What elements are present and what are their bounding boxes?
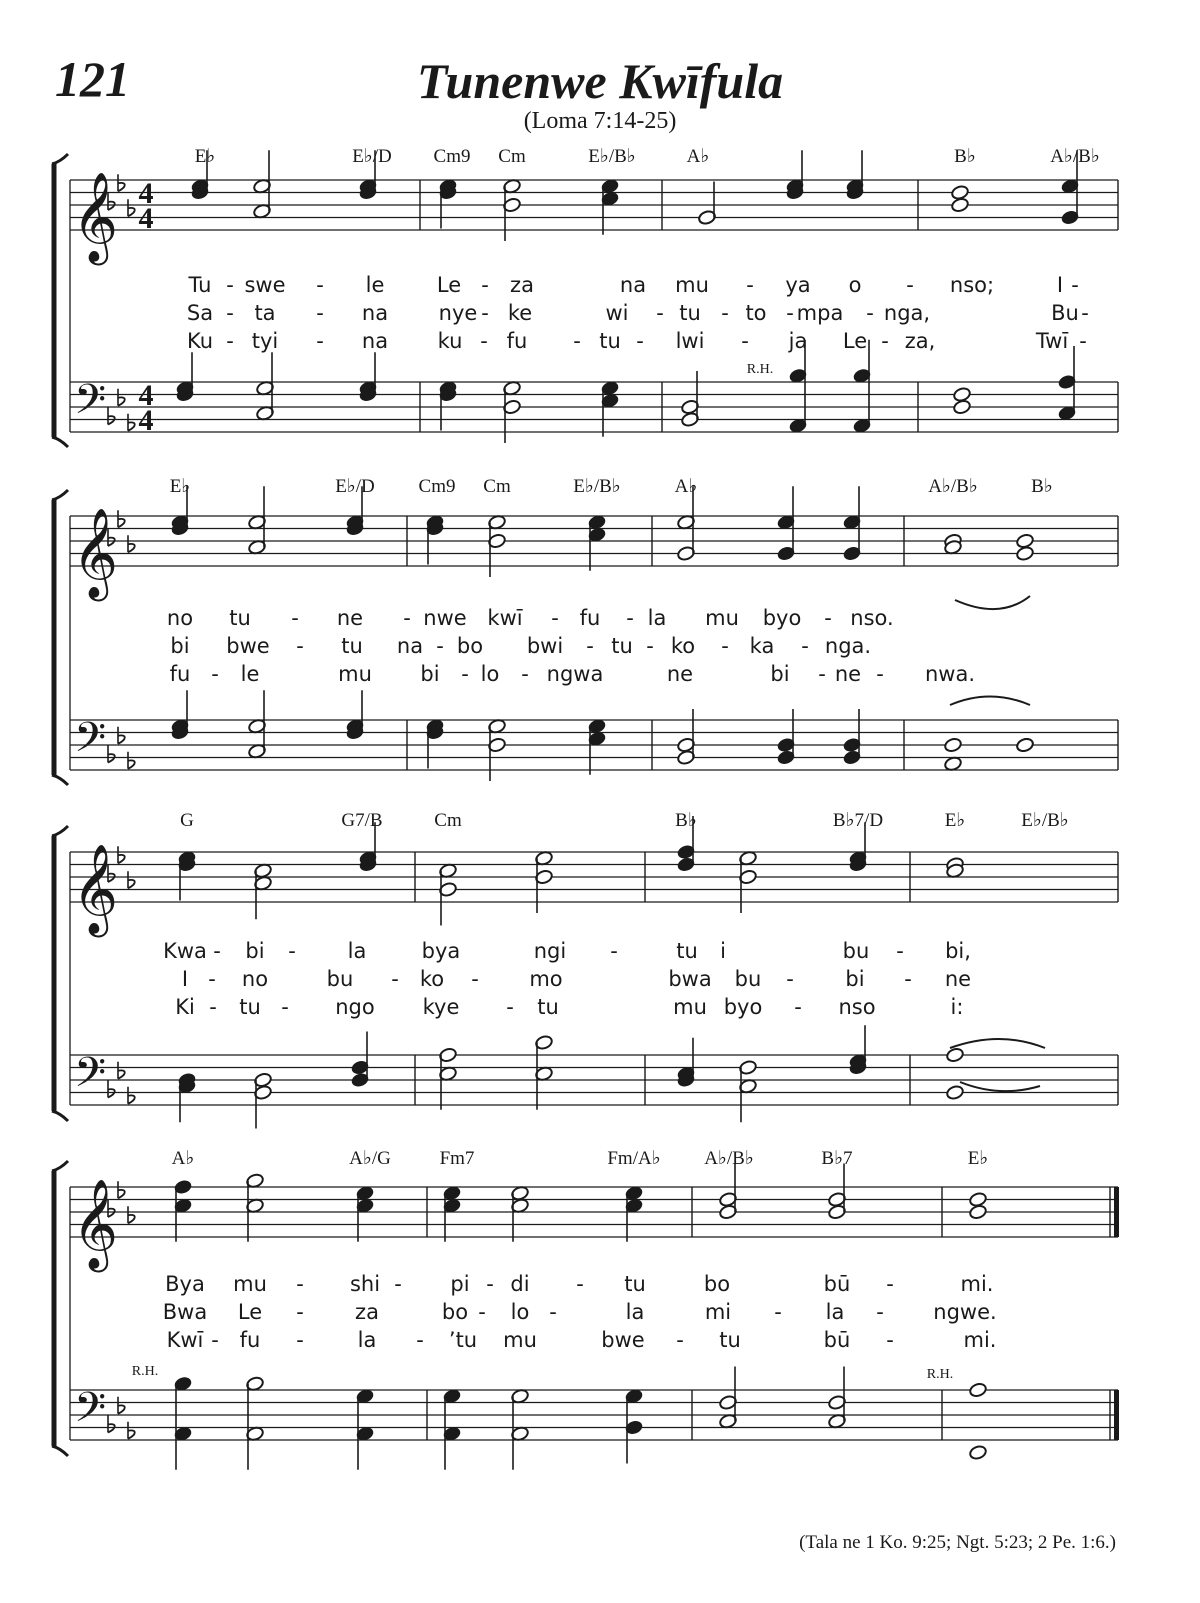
hymn-title: Tunenwe Kwīfula [416, 53, 784, 109]
lyric-hyphen: - [296, 1272, 304, 1296]
bass-clef-icon: 𝄢 [74, 1383, 107, 1442]
scripture-reference: (Loma 7:14-25) [523, 108, 677, 134]
lyric-hyphen: - [291, 606, 299, 630]
flat-sign-icon [128, 1215, 135, 1223]
lyric-syllable: mu [503, 1328, 537, 1352]
lyric-syllable: tu [537, 995, 559, 1019]
chord-symbol: A♭/B♭ [928, 476, 978, 497]
lyric-syllable: tu [341, 634, 363, 658]
chord-symbol: E♭/B♭ [1021, 810, 1069, 831]
bass-notehead [944, 737, 963, 753]
bracket-bottom-hook [52, 437, 68, 447]
lyric-hyphen: - [1081, 301, 1089, 325]
lyric-syllable: Bu [1051, 301, 1079, 325]
flat-sign-icon [108, 1089, 115, 1097]
bass-notehead [946, 1047, 965, 1063]
lyric-syllable: ku [437, 329, 463, 353]
time-signature-bottom: 4 [138, 202, 154, 235]
lyric-syllable: mo [529, 967, 563, 991]
lyric-syllable: Le [237, 1300, 263, 1324]
bracket-top-hook [52, 490, 68, 500]
lyric-syllable: le [240, 662, 260, 686]
lyric-hyphen: - [226, 329, 234, 353]
bass-notehead [944, 756, 963, 772]
lyric-syllable: la [347, 939, 367, 963]
lyric-hyphen: - [886, 1328, 894, 1352]
lyric-syllable: na [361, 329, 389, 353]
lyric-syllable: ngo [335, 995, 375, 1019]
lyric-syllable: za, [904, 329, 936, 353]
flat-sign-icon [128, 1095, 135, 1103]
flat-sign-icon [118, 519, 125, 527]
chord-symbol: B♭7/D [832, 810, 884, 831]
lyric-syllable: bwe [601, 1328, 645, 1352]
flat-sign-icon [108, 1424, 115, 1432]
chord-symbol: Cm [434, 810, 462, 831]
lyric-syllable: nwa. [924, 662, 976, 686]
lyric-syllable: di [510, 1272, 530, 1296]
lyric-hyphen: - [481, 273, 489, 297]
scripture-footnote: (Tala ne 1 Ko. 9:25; Ngt. 5:23; 2 Pe. 1:6.) [799, 1532, 1116, 1553]
lyric-hyphen: - [824, 606, 832, 630]
flat-sign-icon [108, 754, 115, 762]
lyric-syllable: bū [823, 1272, 851, 1296]
lyric-hyphen: - [794, 995, 802, 1019]
lyric-syllable: na [361, 301, 389, 325]
lyric-syllable: mi. [963, 1328, 997, 1352]
chord-symbol: A♭ [674, 476, 698, 497]
flat-sign-icon [118, 183, 125, 191]
lyric-syllable: bya [421, 939, 461, 963]
lyric-syllable: tu [611, 634, 633, 658]
lyric-syllable: bi [420, 662, 440, 686]
lyric-hyphen: - [288, 939, 296, 963]
lyric-syllable: fu [506, 329, 528, 353]
lyric-syllable: mpa [796, 301, 844, 325]
tie-arc [960, 1082, 1040, 1091]
lyric-syllable: bi [245, 939, 265, 963]
lyric-hyphen: - [636, 329, 644, 353]
lyric-hyphen: - [226, 273, 234, 297]
lyric-syllable: shi [349, 1272, 381, 1296]
lyric-hyphen: - [906, 273, 914, 297]
lyric-syllable: la [825, 1300, 845, 1324]
lyric-hyphen: - [786, 301, 794, 325]
lyric-hyphen: - [296, 1328, 304, 1352]
lyric-syllable: swe [244, 273, 286, 297]
lyric-syllable: Le [436, 273, 462, 297]
bracket-bottom-hook [52, 1111, 68, 1121]
lyric-syllable: I [181, 967, 189, 991]
lyric-syllable: Tu [188, 273, 212, 297]
flat-sign-icon [128, 760, 135, 768]
lyric-syllable: bo [441, 1300, 469, 1324]
lyric-hyphen: - [316, 301, 324, 325]
lyric-syllable: la [357, 1328, 377, 1352]
lyric-hyphen: - [866, 301, 874, 325]
lyric-hyphen: - [471, 967, 479, 991]
lyric-syllable: ngi [533, 939, 567, 963]
lyric-syllable: nye [438, 301, 478, 325]
lyric-syllable: pi [450, 1272, 470, 1296]
lyric-syllable: ja [788, 329, 808, 353]
chord-symbol: E♭ [194, 146, 216, 167]
lyric-hyphen: - [486, 1272, 494, 1296]
bass-clef-icon: 𝄢 [74, 713, 107, 772]
flat-sign-icon [118, 855, 125, 863]
lyric-hyphen: - [436, 634, 444, 658]
lyric-syllable: ne [666, 662, 694, 686]
lyric-hyphen: - [818, 662, 826, 686]
lyric-syllable: za [510, 273, 534, 297]
chord-symbol: E♭/D [352, 146, 392, 167]
lyric-hyphen: - [1079, 329, 1087, 353]
chord-symbol: E♭/B♭ [588, 146, 636, 167]
bracket-bottom-hook [52, 775, 68, 785]
chord-symbol: G [180, 810, 194, 831]
lyric-syllable: nso; [949, 273, 995, 297]
tie-arc [950, 697, 1030, 706]
lyric-syllable: fu [239, 1328, 261, 1352]
lyric-syllable: tu [624, 1272, 646, 1296]
lyric-syllable: Twī [1035, 329, 1069, 353]
lyric-hyphen: - [876, 1300, 884, 1324]
lyric-hyphen: - [646, 634, 654, 658]
lyric-syllable: kwī [487, 606, 523, 630]
lyric-hyphen: - [296, 634, 304, 658]
chord-symbol: E♭/D [335, 476, 375, 497]
lyric-syllable: ka [749, 634, 775, 658]
lyric-hyphen: - [576, 1272, 584, 1296]
lyric-syllable: bū [823, 1328, 851, 1352]
right-hand-marking: R.H. [746, 362, 774, 377]
lyric-syllable: tu [679, 301, 701, 325]
lyric-hyphen: - [461, 662, 469, 686]
lyric-syllable: i [720, 939, 726, 963]
chord-symbol: Cm9 [433, 146, 471, 167]
chord-symbol: B♭ [954, 146, 976, 167]
lyric-hyphen: - [208, 967, 216, 991]
lyric-syllable: ’tu [448, 1328, 478, 1352]
lyric-hyphen: - [209, 995, 217, 1019]
final-barline-thick [1114, 1187, 1119, 1237]
lyric-syllable: bi [770, 662, 790, 686]
lyric-syllable: lo [510, 1300, 530, 1324]
lyric-syllable: to [745, 301, 767, 325]
time-signature-bottom: 4 [138, 404, 154, 437]
flat-sign-icon [128, 208, 135, 216]
lyric-syllable: Ki [175, 995, 195, 1019]
chord-symbol: E♭ [944, 810, 966, 831]
treble-notehead [951, 197, 970, 213]
lyric-hyphen: - [896, 939, 904, 963]
lyric-syllable: bu [326, 967, 354, 991]
chord-symbol: Cm9 [418, 476, 456, 497]
lyric-syllable: I [1056, 273, 1064, 297]
treble-notehead [951, 185, 970, 201]
lyric-hyphen: - [721, 301, 729, 325]
chord-symbol: B♭ [1031, 476, 1053, 497]
lyric-syllable: bwe [226, 634, 270, 658]
lyric-syllable: tu [676, 939, 698, 963]
tie-arc [955, 596, 1030, 609]
lyric-syllable: ngwe. [933, 1300, 997, 1324]
lyric-syllable: tu [599, 329, 621, 353]
lyric-syllable: bi [170, 634, 190, 658]
lyric-syllable: tu [719, 1328, 741, 1352]
lyric-syllable: nga, [883, 301, 931, 325]
lyric-hyphen: - [316, 273, 324, 297]
lyric-syllable: mu [675, 273, 709, 297]
lyric-syllable: na [619, 273, 647, 297]
time-signature-top: 4 [138, 379, 154, 412]
bass-clef-icon: 𝄢 [74, 1048, 107, 1107]
lyric-syllable: za [355, 1300, 379, 1324]
lyric-hyphen: - [786, 967, 794, 991]
lyric-syllable: byo [762, 606, 802, 630]
bracket-top-hook [52, 154, 68, 164]
lyric-syllable: o [848, 273, 862, 297]
bass-notehead [946, 1085, 965, 1101]
lyric-syllable: nga. [824, 634, 872, 658]
lyric-syllable: ngwa [546, 662, 604, 686]
treble-clef-icon: 𝄞 [72, 844, 119, 934]
lyric-hyphen: - [881, 329, 889, 353]
lyric-hyphen: - [506, 995, 514, 1019]
lyric-syllable: lwi [675, 329, 705, 353]
lyric-hyphen: - [281, 995, 289, 1019]
lyric-syllable: fu [169, 662, 191, 686]
lyric-syllable: Kwī [166, 1328, 204, 1352]
lyric-hyphen: - [676, 1328, 684, 1352]
lyric-hyphen: - [626, 606, 634, 630]
lyric-hyphen: - [481, 301, 489, 325]
lyric-syllable: fu [579, 606, 601, 630]
lyric-hyphen: - [774, 1300, 782, 1324]
lyric-hyphen: - [741, 329, 749, 353]
lyric-hyphen: - [886, 1272, 894, 1296]
lyric-syllable: mu [233, 1272, 267, 1296]
flat-sign-icon [118, 397, 125, 405]
chord-symbol: B♭7 [821, 1148, 853, 1169]
lyric-syllable: bi [845, 967, 865, 991]
lyric-syllable: bi, [945, 939, 971, 963]
lyric-syllable: byo [723, 995, 763, 1019]
lyric-syllable: bwa [668, 967, 712, 991]
lyric-syllable: wi [605, 301, 629, 325]
lyric-syllable: nwe [423, 606, 467, 630]
lyric-hyphen: - [480, 329, 488, 353]
lyric-syllable: i: [950, 995, 964, 1019]
lyric-hyphen: - [416, 1328, 424, 1352]
lyric-hyphen: - [721, 634, 729, 658]
lyric-syllable: Le [842, 329, 868, 353]
bracket-bottom-hook [52, 1446, 68, 1456]
lyric-syllable: bo [703, 1272, 731, 1296]
lyric-hyphen: - [403, 606, 411, 630]
chord-symbol: A♭/G [349, 1148, 391, 1169]
lyric-syllable: ya [785, 273, 811, 297]
flat-sign-icon [108, 416, 115, 424]
lyric-hyphen: - [586, 634, 594, 658]
lyric-hyphen: - [876, 662, 884, 686]
lyric-syllable: Kwa [163, 939, 207, 963]
lyric-hyphen: - [391, 967, 399, 991]
lyric-syllable: ke [507, 301, 533, 325]
chord-symbol: E♭ [169, 476, 191, 497]
lyric-syllable: mu [705, 606, 739, 630]
treble-clef-icon: 𝄞 [72, 508, 119, 598]
time-signature-top: 4 [138, 177, 154, 210]
chord-symbol: A♭/B♭ [1050, 146, 1100, 167]
chord-symbol: A♭ [686, 146, 710, 167]
flat-sign-icon [118, 1405, 125, 1413]
lyric-syllable: ko [670, 634, 696, 658]
chord-symbol: G7/B [341, 810, 383, 831]
bracket-top-hook [52, 1161, 68, 1171]
lyric-hyphen: - [904, 967, 912, 991]
lyric-syllable: bu [734, 967, 762, 991]
lyric-hyphen: - [746, 273, 754, 297]
treble-notehead [969, 1204, 988, 1220]
lyric-syllable: tu [239, 995, 261, 1019]
lyric-hyphen: - [610, 939, 618, 963]
flat-sign-icon [128, 1430, 135, 1438]
hymn-number: 121 [55, 51, 130, 107]
final-barline-thick [1114, 1390, 1119, 1440]
lyric-hyphen: - [801, 634, 809, 658]
lyric-hyphen: - [213, 939, 221, 963]
lyric-syllable: ko [419, 967, 445, 991]
lyric-hyphen: - [211, 662, 219, 686]
lyric-hyphen: - [549, 1300, 557, 1324]
lyric-syllable: tu [229, 606, 251, 630]
lyric-hyphen: - [1071, 273, 1079, 297]
flat-sign-icon [128, 544, 135, 552]
lyric-hyphen: - [394, 1272, 402, 1296]
lyric-hyphen: - [316, 329, 324, 353]
lyric-syllable: ta [254, 301, 276, 325]
bass-notehead [953, 387, 972, 403]
flat-sign-icon [118, 1070, 125, 1078]
tie-arc [950, 1039, 1045, 1048]
lyric-syllable: Sa [186, 301, 214, 325]
lyric-syllable: nso. [850, 606, 894, 630]
lyric-syllable: Bya [165, 1272, 205, 1296]
lyric-syllable: la [647, 606, 667, 630]
lyric-syllable: la [625, 1300, 645, 1324]
lyric-syllable: ne [944, 967, 972, 991]
chord-symbol: E♭/B♭ [573, 476, 621, 497]
lyric-hyphen: - [551, 606, 559, 630]
lyric-syllable: no [241, 967, 269, 991]
chord-symbol: B♭ [675, 810, 697, 831]
bass-clef-icon: 𝄢 [74, 375, 107, 434]
chord-symbol: Cm [483, 476, 511, 497]
lyric-syllable: mu [338, 662, 372, 686]
treble-notehead [1016, 546, 1035, 562]
bass-notehead [1016, 737, 1035, 753]
lyric-syllable: kye [422, 995, 460, 1019]
lyric-syllable: ne [834, 662, 862, 686]
lyric-syllable: ne [336, 606, 364, 630]
lyric-syllable: tyi [251, 329, 279, 353]
right-hand-marking: R.H. [131, 1364, 159, 1379]
chord-symbol: Fm7 [439, 1148, 475, 1169]
lyric-hyphen: - [296, 1300, 304, 1324]
lyric-syllable: le [365, 273, 385, 297]
flat-sign-icon [118, 1190, 125, 1198]
treble-notehead [969, 1192, 988, 1208]
lyric-syllable: na [396, 634, 424, 658]
flat-sign-icon [128, 422, 135, 430]
chord-symbol: A♭ [171, 1148, 195, 1169]
flat-sign-icon [128, 880, 135, 888]
treble-clef-icon: 𝄞 [72, 172, 119, 262]
flat-sign-icon [118, 735, 125, 743]
treble-notehead [1016, 533, 1035, 549]
lyric-syllable: bo [456, 634, 484, 658]
chord-symbol: Cm [498, 146, 526, 167]
lyric-hyphen: - [211, 1328, 219, 1352]
lyric-hyphen: - [226, 301, 234, 325]
bass-notehead [969, 1445, 988, 1461]
lyric-hyphen: - [478, 1300, 486, 1324]
lyric-syllable: bwi [526, 634, 564, 658]
right-hand-marking: R.H. [926, 1367, 954, 1382]
chord-symbol: Fm/A♭ [607, 1148, 661, 1169]
bracket-top-hook [52, 826, 68, 836]
lyric-syllable: nso [838, 995, 876, 1019]
lyric-syllable: lo [480, 662, 500, 686]
bass-notehead [953, 399, 972, 415]
lyric-syllable: mu [673, 995, 707, 1019]
lyric-hyphen: - [573, 329, 581, 353]
bass-notehead [969, 1382, 988, 1398]
lyric-hyphen: - [656, 301, 664, 325]
lyric-syllable: bu [842, 939, 870, 963]
lyric-syllable: mi [704, 1300, 732, 1324]
lyric-syllable: mi. [960, 1272, 994, 1296]
lyric-hyphen: - [521, 662, 529, 686]
treble-clef-icon: 𝄞 [72, 1179, 119, 1269]
lyric-syllable: Bwa [162, 1300, 208, 1324]
lyric-syllable: no [166, 606, 194, 630]
chord-symbol: E♭ [967, 1148, 989, 1169]
chord-symbol: A♭/B♭ [704, 1148, 754, 1169]
lyric-syllable: Ku [186, 329, 214, 353]
